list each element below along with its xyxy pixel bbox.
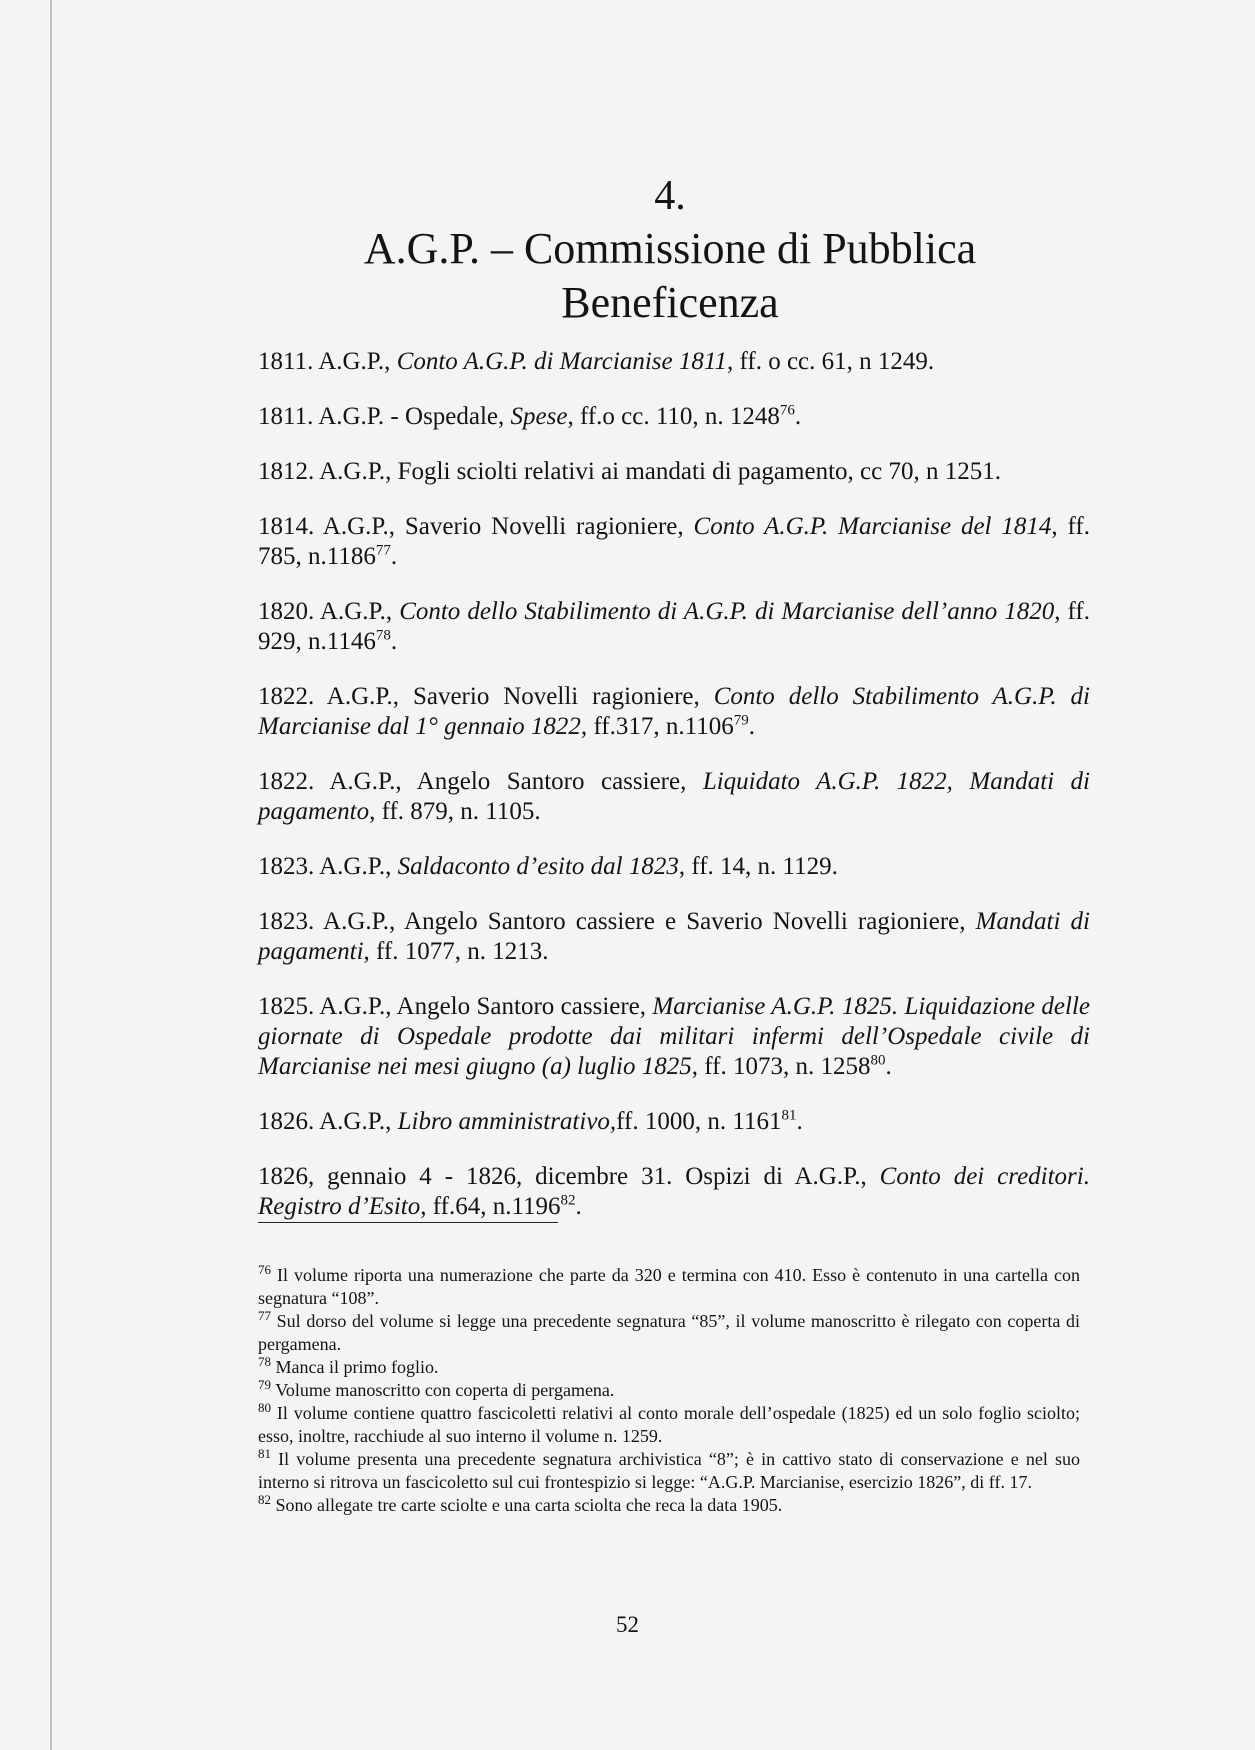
page-number: 52 [616, 1612, 639, 1637]
footnote-number: 76 [258, 1262, 271, 1277]
archive-entries [258, 322, 1090, 1247]
footnote: $^{82}$ Sono allegate tre carte sciolte e una carta sciolta che reca la data 1905. [258, 1492, 783, 1515]
footnote: $^{81}$ Il volume presenta una precedente segnatura archivistica “8”; è in cattivo stato di conservazione e nel suo interno si ritrova un fascicoletto sul cui frontespizio si legge: “A.G.P. Marcianise, esercizio 1826”, di ff. 17. [258, 1446, 1080, 1492]
footnote: $^{77}$ Sul dorso del volume si legge una precedente segnatura “85”, il volume manoscritto è rilegato con coperta di pergamena. [258, 1308, 1081, 1354]
footnote-ref: 77 [375, 542, 391, 559]
archive-entry: 1826. A.G.P., Libro amministrativo,ff. 1000, n. 1161$^{81}$. [258, 1107, 803, 1135]
archive-entry: 1822. A.G.P., Angelo Santoro cassiere, Liquidato A.G.P. 1822, Mandati di pagamento, ff. 879, n. 1105. [258, 768, 1091, 825]
archive-entry: 1822. A.G.P., Saverio Novelli ragioniere, Conto dello Stabilimento A.G.P. di Marcianise dal 1° gennaio 1822, ff.317, n.1106$^{79}$. [258, 683, 1090, 740]
chapter-heading [250, 172, 1090, 330]
footnote-ref: 78 [375, 627, 391, 644]
footnote-number: 79 [258, 1377, 271, 1392]
footnotes [258, 1264, 1080, 1517]
footnote-number: 78 [258, 1354, 271, 1369]
footnote-number: 77 [258, 1308, 271, 1323]
footnote: $^{76}$ Il volume riporta una numerazione che parte da 320 e termina con 410. Esso è contenuto in una cartella con segnatura “108”. [258, 1262, 1081, 1308]
footnote-ref: 76 [779, 402, 795, 419]
archive-entry: 1812. A.G.P., Fogli sciolti relativi ai mandati di pagamento, cc 70, n 1251. [258, 458, 1001, 485]
archive-entry: 1823. A.G.P., Angelo Santoro cassiere e Saverio Novelli ragioniere, Mandati di pagamenti, ff. 1077, n. 1213. [258, 908, 1090, 965]
chapter-title: A.G.P. – Commissione di Pubblica Beneficenza [363, 224, 977, 327]
archive-entry: 1820. A.G.P., Conto dello Stabilimento di A.G.P. di Marcianise dell’anno 1820, ff. 929, n.1146$^{78}$. [258, 598, 1090, 655]
archive-entry: 1811. A.G.P., Conto A.G.P. di Marcianise 1811, ff. o cc. 61, n 1249. [258, 348, 935, 375]
archive-entry: 1823. A.G.P., Saldaconto d’esito dal 1823, ff. 14, n. 1129. [258, 853, 838, 880]
footnote-number: 82 [258, 1492, 271, 1507]
footnote-divider [258, 1222, 558, 1223]
footnote-ref: 82 [560, 1192, 576, 1209]
footnote: $^{78}$ Manca il primo foglio. [258, 1354, 439, 1377]
chapter-number: 4. [654, 173, 686, 219]
footnote-ref: 80 [870, 1052, 886, 1069]
footnote-number: 81 [258, 1446, 271, 1461]
footnote-number: 80 [258, 1400, 271, 1415]
binding-shadow [50, 0, 52, 1750]
archive-entry: 1825. A.G.P., Angelo Santoro cassiere, Marcianise A.G.P. 1825. Liquidazione delle giornate di Ospedale prodotte dai militari infermi dell’Ospedale civile di Marcianise nei mesi giugno (a) luglio 1825, ff. 1073, n. 1258$^{80}$. [258, 993, 1090, 1080]
footnote: $^{79}$ Volume manoscritto con coperta di pergamena. [258, 1377, 615, 1400]
footnote-ref: 81 [781, 1107, 797, 1124]
archive-entry: 1826, gennaio 4 - 1826, dicembre 31. Ospizi di A.G.P., Conto dei creditori. Registro d’Esito, ff.64, n.1196$^{82}$. [258, 1163, 1090, 1220]
archive-entry: 1811. A.G.P. - Ospedale, Spese, ff.o cc. 110, n. 1248$^{76}$. [258, 402, 802, 430]
footnote: $^{80}$ Il volume contiene quattro fascicoletti relativi al conto morale dell’ospedale (1825) ed un solo foglio sciolto; esso, inoltre, racchiude al suo interno il volume n. 1259. [258, 1400, 1080, 1446]
footnote-ref: 79 [733, 712, 749, 729]
archive-entry: 1814. A.G.P., Saverio Novelli ragioniere, Conto A.G.P. Marcianise del 1814, ff. 785, n.1186$^{77}$. [258, 513, 1090, 570]
